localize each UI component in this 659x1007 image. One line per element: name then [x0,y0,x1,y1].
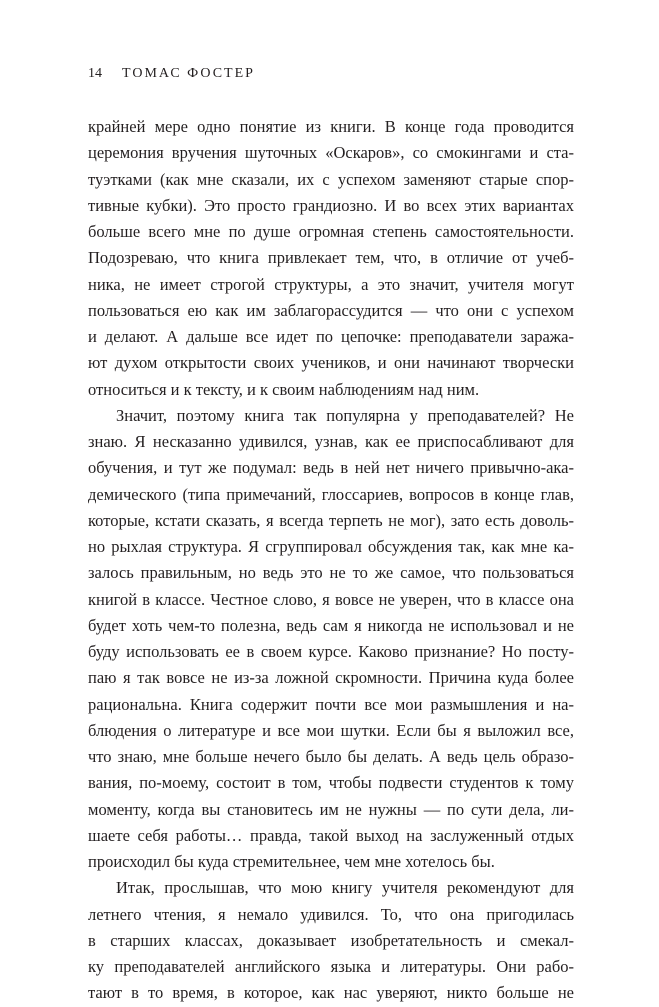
text-line: обучения, и тут же подумал: ведь в ней нет ничего привычно-ака- [88,458,574,478]
text-line: паю я так вовсе не из-за ложной скромности. Причина куда более [88,668,574,688]
paragraph [88,875,574,1006]
text-line: Значит, поэтому книга так популярна у преподавателей? Не [116,405,574,425]
text-line: но рыхлая структура. Я сгруппировал обсуждения так, как мне ка- [88,537,574,556]
text-line: и делают. А дальше все идет по цепочке: преподаватели заража- [88,327,574,346]
paragraph [88,114,574,403]
text-line: Подозреваю, что книга привлекает тем, что, в отличие от учеб- [88,248,574,268]
text-line: Итак, прослышав, что мою книгу учителя рекомендуют для [116,878,574,898]
text-line: знаю. Я несказанно удивился, узнав, как ее приспосабливают для [88,432,574,451]
text-line: шаете себя работы… правда, такой выход на заслуженный отдых [88,825,574,845]
page-number: 14 [88,66,102,81]
text-line: моменту, когда вы становитесь им не нужны — по сути дела, ли- [88,799,574,819]
text-line: залось правильным, но ведь это не то же самое, что пользоваться [88,563,574,583]
text-line: происходил бы куда стремительнее, чем мне хотелось бы. [88,852,495,871]
text-line: ют духом открытости своих учеников, и они начинают творчески [88,353,574,373]
text-line: ку преподавателей английского языка и литературы. Они рабо- [88,957,574,976]
text-line: ника, не имеет строгой структуры, а это значит, учителя могут [88,274,574,294]
text-line: пользоваться ею как им заблагорассудится — что они с успехом [88,300,574,320]
text-line: относиться и к тексту, и к своим наблюдениям над ним. [88,379,480,399]
text-line: вания, по-моему, состоит в том, чтобы подвести студентов к тому [88,773,574,793]
text-line: больше всего мне по душе огромная степень самостоятельности. [88,222,574,241]
text-line: что знаю, мне больше нечего было бы делать. А ведь цель образо- [88,747,574,766]
text-line: летнего чтения, я немало удивился. То, что она пригодилась [88,904,574,924]
text-line: которые, кстати сказать, я всегда терпеть не мог), зато есть доволь- [88,510,574,530]
text-line: демического (типа примечаний, глоссариев, вопросов в конце глав, [88,484,574,504]
text-line: блюдения о литературе и все мои шутки. Если бы я выложил все, [88,720,574,740]
text-line: туэтками (как мне сказали, их с успехом заменяют старые спор- [88,169,574,189]
text-line: тивные кубки). Это просто грандиозно. И во всех этих вариантах [88,195,574,215]
text-line: тают в то время, в которое, как нас уверяют, никто больше не [88,983,574,1003]
text-line: церемония вручения шуточных «Оскаров», со смокингами и ста- [88,143,574,163]
text-line: крайней мере одно понятие из книги. В конце года проводится [88,117,574,136]
running-head [88,66,255,82]
text-line: в старших классах, доказывает изобретательность и смекал- [88,930,574,950]
text-line: буду использовать ее в своем курсе. Каково признание? Но посту- [88,642,574,661]
text-line: книгой в классе. Честное слово, я вовсе не уверен, что в классе она [88,589,574,609]
paragraph [88,403,574,876]
body-text [88,114,574,1007]
running-head-author: ТОМАС ФОСТЕР [122,66,255,81]
text-line: будет хоть чем-то полезна, ведь сам я никогда не использовал и не [88,615,574,635]
text-line: рациональна. Книга содержит почти все мои размышления и на- [88,694,574,714]
